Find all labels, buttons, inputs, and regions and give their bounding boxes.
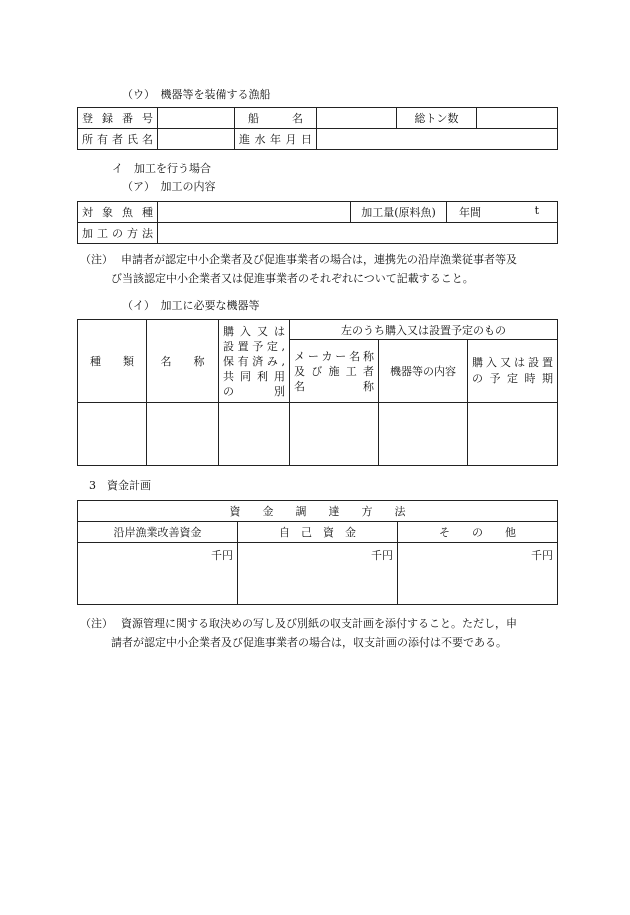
status-field[interactable] — [219, 403, 290, 466]
note-1-prefix: （注） — [80, 253, 113, 266]
content-label: 機器等の内容 — [379, 340, 468, 403]
maker-field[interactable] — [290, 403, 379, 466]
owner-field[interactable] — [158, 129, 235, 150]
schedule-field[interactable] — [468, 403, 558, 466]
schedule-label: 購入又は設置 の予定時期 — [468, 340, 558, 403]
type-label: 種 類 — [78, 320, 147, 403]
note-2-line2: 請者が認定中小企業者及び促進事業者の場合は，収支計画の添付は不要である。 — [111, 636, 507, 649]
note-2-prefix: （注） — [80, 617, 113, 630]
unit-2: 千円 — [371, 549, 393, 562]
name-label: 名 称 — [147, 320, 219, 403]
amount-label: 加工量(原料魚) — [351, 202, 447, 223]
launch-date-label: 進水年月日 — [235, 129, 317, 150]
planned-group-label: 左のうち購入又は設置予定のもの — [290, 320, 558, 340]
status-label: 購入又は 設置予定, 保有済み, 共同利用 の 別 — [219, 320, 290, 403]
funding-col-own: 自 己 資 金 — [238, 522, 398, 543]
gross-tonnage-label: 総トン数 — [397, 108, 477, 129]
method-field[interactable] — [158, 223, 558, 244]
note-1-line2: び当該認定中小企業者又は促進事業者のそれぞれについて記載すること。 — [111, 272, 474, 285]
funding-table — [77, 500, 558, 605]
annual-label: 年間 — [459, 206, 481, 219]
funding-title: 資 金 調 達 方 法 — [78, 501, 558, 522]
type-field[interactable] — [78, 403, 147, 466]
section-a-heading: （ア） 加工の内容 — [122, 180, 216, 193]
section-b-heading: （イ） 加工に必要な機器等 — [122, 299, 260, 312]
section-u-heading: （ウ） 機器等を装備する漁船 — [122, 88, 271, 101]
note-1-line1: 申請者が認定中小企業者及び促進事業者の場合は，連携先の沿岸漁業従事者等及 — [121, 253, 517, 266]
processing-table — [77, 201, 558, 244]
amount-field[interactable] — [447, 202, 558, 223]
note-2 — [80, 614, 560, 652]
ship-name-field[interactable] — [317, 108, 397, 129]
reg-no-field[interactable] — [158, 108, 235, 129]
content-field[interactable] — [379, 403, 468, 466]
species-field[interactable] — [158, 202, 351, 223]
equipment-table — [77, 319, 558, 466]
funding-improvement-field[interactable] — [78, 543, 238, 605]
note-2-line1: 資源管理に関する取決めの写し及び別紙の収支計画を添付すること。ただし，申 — [121, 617, 517, 630]
species-label: 対象魚種 — [78, 202, 158, 223]
funding-own-field[interactable] — [238, 543, 398, 605]
funding-other-field[interactable] — [398, 543, 558, 605]
method-label: 加工の方法 — [78, 223, 158, 244]
vessel-table — [77, 107, 558, 150]
section-i-heading: イ 加工を行う場合 — [112, 162, 211, 175]
section-3-heading: 3 資金計画 — [89, 479, 151, 492]
unit-3: 千円 — [531, 549, 554, 562]
maker-label: メーカー名称 及び施工者 名 称 — [290, 340, 379, 403]
reg-no-label: 登録番号 — [78, 108, 158, 129]
unit-1: 千円 — [211, 549, 233, 562]
funding-col-other: そ の 他 — [398, 522, 558, 543]
name-field[interactable] — [147, 403, 219, 466]
gross-tonnage-field[interactable] — [477, 108, 558, 129]
launch-date-field[interactable] — [317, 129, 558, 150]
funding-col-improvement: 沿岸漁業改善資金 — [78, 522, 238, 543]
amount-unit: t — [534, 204, 539, 217]
ship-name-label: 船 名 — [235, 108, 317, 129]
owner-label: 所有者氏名 — [78, 129, 158, 150]
note-1 — [80, 250, 560, 288]
